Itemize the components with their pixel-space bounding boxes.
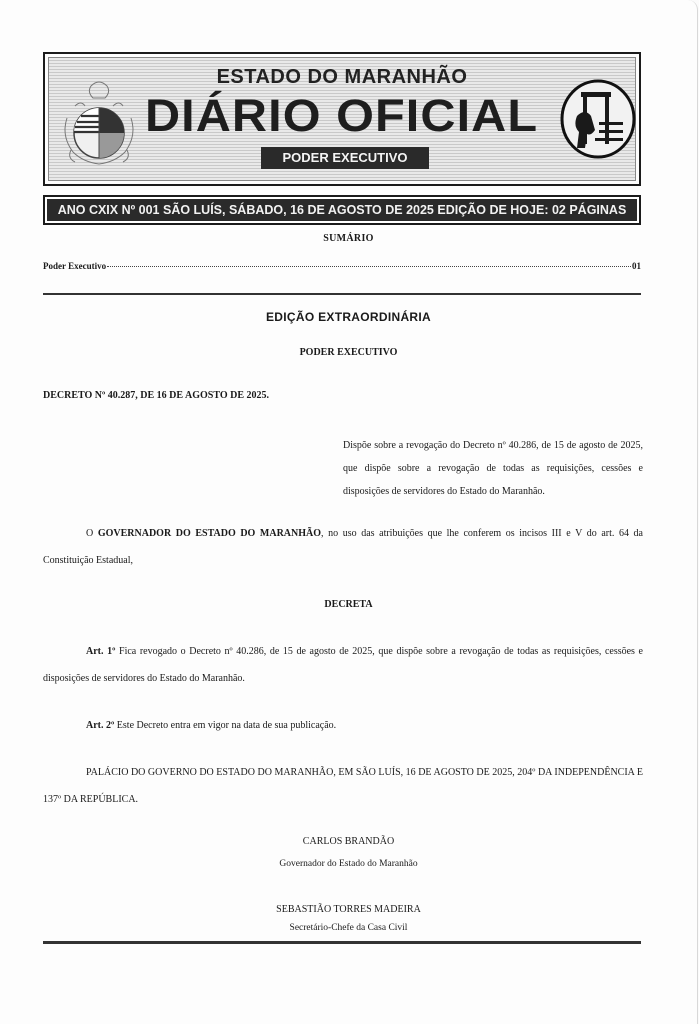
signature-1-role: Governador do Estado do Maranhão xyxy=(279,859,418,869)
summary-entry-label: Poder Executivo xyxy=(43,261,107,271)
summary-entry[interactable] xyxy=(43,261,641,271)
signature-2-role: Secretário-Chefe da Casa Civil xyxy=(289,923,408,933)
article-2-label: Art. 2º xyxy=(86,720,115,731)
signature-2-name: SEBASTIÃO TORRES MADEIRA xyxy=(276,904,421,915)
decree-preamble xyxy=(43,520,643,574)
edition-type-heading: EDIÇÃO EXTRAORDINÁRIA xyxy=(266,310,431,324)
article-1-label: Art. 1º xyxy=(86,646,116,657)
state-name: ESTADO DO MARANHÃO xyxy=(216,66,468,88)
section-divider xyxy=(43,293,641,295)
summary-title: SUMÁRIO xyxy=(323,233,374,244)
article-1 xyxy=(43,638,643,692)
publication-title: DIÁRIO OFICIAL xyxy=(145,90,539,141)
summary-entry-leader-dots xyxy=(107,266,631,267)
section-heading: PODER EXECUTIVO xyxy=(299,347,398,358)
edition-info-text: ANO CXIX Nº 001 SÃO LUÍS, SÁBADO, 16 DE AGOSTO DE 2025 EDIÇÃO DE HOJE: 02 PÁGINAS xyxy=(47,199,637,221)
coat-of-arms-icon xyxy=(61,78,137,168)
article-2 xyxy=(43,712,643,739)
weaver-loom-logo-icon xyxy=(559,78,637,160)
article-2-text: Este Decreto entra em vigor na data de sua publicação. xyxy=(114,720,337,731)
masthead xyxy=(43,52,641,186)
footer-divider xyxy=(43,941,641,944)
preamble-rest: , no uso das atribuições que lhe conferem os incisos III e V do art. 64 da Constituição Estadual, xyxy=(43,528,643,566)
decree-ementa: Dispõe sobre a revogação do Decreto nº 40.286, de 15 de agosto de 2025, que dispõe sobre a revogação de todas as requisições, cessões e disposições de servidores do Estado do Maranhão. xyxy=(343,440,643,497)
summary-entry-page: 01 xyxy=(632,261,641,271)
masthead-striped-background xyxy=(48,57,636,181)
branch-badge: PODER EXECUTIVO xyxy=(261,147,429,169)
preamble-prefix: O xyxy=(86,528,98,539)
preamble-authority: GOVERNADOR DO ESTADO DO MARANHÃO xyxy=(97,528,322,539)
article-1-text: Fica revogado o Decreto nº 40.286, de 15 de agosto de 2025, que dispõe sobre a revogação de todas as requisições, cessões e disposições de servidores do Estado do Maranhão. xyxy=(43,646,643,684)
closing-statement: PALÁCIO DO GOVERNO DO ESTADO DO MARANHÃO, EM SÃO LUÍS, 16 DE AGOSTO DE 2025, 204º DA INDEPENDÊNCIA E 137º DA REPÚBLICA. xyxy=(43,767,643,805)
signature-1-name: CARLOS BRANDÃO xyxy=(302,836,395,847)
decreta-heading: DECRETA xyxy=(324,599,373,610)
decree-title: DECRETO Nº 40.287, DE 16 DE AGOSTO DE 2025. xyxy=(43,390,270,401)
edition-info-bar xyxy=(43,195,641,225)
